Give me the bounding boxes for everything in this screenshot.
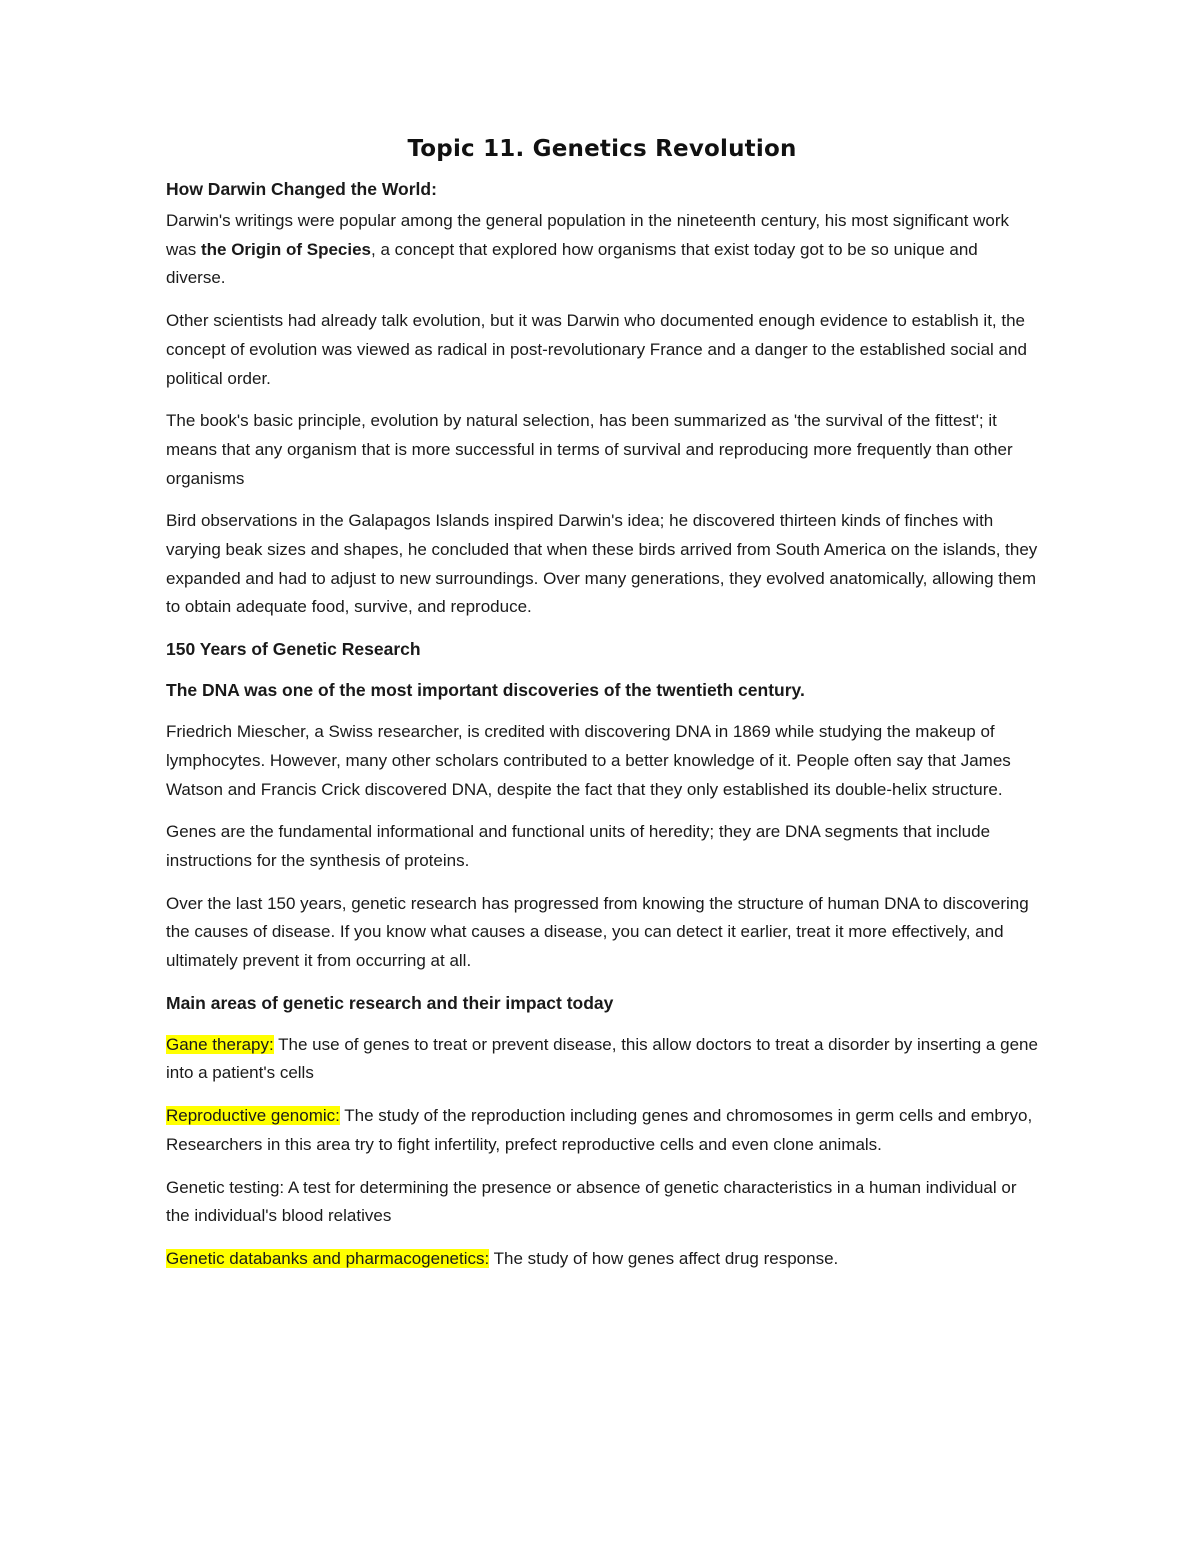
list-item-databanks bbox=[166, 1245, 1038, 1274]
section-heading-genetic-research: 150 Years of Genetic Research bbox=[166, 639, 421, 660]
section-heading-main-areas: Main areas of genetic research and their impact today bbox=[166, 992, 614, 1013]
section-subheading-dna: The DNA was one of the most important discoveries of the twentieth century. bbox=[166, 680, 805, 701]
term-description: The study of how genes affect drug response. bbox=[489, 1248, 839, 1268]
term-description: The use of genes to treat or prevent disease, this allow doctors to treat a disorder by inserting a gene into a patient's cells bbox=[166, 1034, 1038, 1083]
paragraph-text: , a concept that explored how organisms that exist today got to be so unique and diverse. bbox=[166, 239, 978, 288]
paragraph-text: Darwin's writings were popular among the general population in the nineteenth century, his most significant work was bbox=[166, 211, 1009, 259]
highlighted-term: Gane therapy: bbox=[166, 1034, 274, 1054]
paragraph-other-scientists: Other scientists had already talk evolution, but it was Darwin who documented enough evidence to establish it, the concept of evolution was viewed as radical in post-revolutionary France and a danger to the established social and political order. bbox=[166, 311, 1027, 388]
section-heading-darwin: How Darwin Changed the World: bbox=[166, 179, 437, 199]
paragraph-darwin-writings bbox=[166, 207, 1038, 293]
highlighted-term: Reproductive genomic: bbox=[166, 1106, 340, 1126]
highlighted-term: Genetic databanks and pharmacogenetics: bbox=[166, 1248, 490, 1268]
paragraph-last-150-years: Over the last 150 years, genetic research has progressed from knowing the structure of human DNA to discovering the causes of disease. If you know what causes a disease, you can detect it earlier, treat it more effectively, and ultimately prevent it from occurring at all. bbox=[166, 893, 1029, 971]
paragraph-miescher: Friedrich Miescher, a Swiss researcher, is credited with discovering DNA in 1869 while studying the makeup of lymphocytes. However, many other scholars contributed to a better knowledge of it. People often say that James Watson and Francis Crick discovered DNA, despite the fact that they only established its double-helix structure. bbox=[166, 722, 1011, 799]
term-label: Genetic testing: bbox=[166, 1177, 285, 1197]
origin-of-species-emphasis: the Origin of Species bbox=[200, 239, 372, 259]
paragraph-genes: Genes are the fundamental informational and functional units of heredity; they are DNA segments that include instructions for the synthesis of proteins. bbox=[166, 822, 991, 870]
paragraph-galapagos: Bird observations in the Galapagos Islands inspired Darwin's idea; he discovered thirteen kinds of finches with varying beak sizes and shapes, he concluded that when these birds arrived from South America on the islands, they expanded and had to adjust to new surroundings. Over many generations, they evolved anatomically, allowing them to obtain adequate food, survive, and reproduce. bbox=[166, 511, 1038, 617]
list-item-reproductive-genomic bbox=[166, 1102, 1038, 1159]
list-item-genetic-testing bbox=[166, 1174, 1038, 1231]
paragraph-basic-principle: The book's basic principle, evolution by natural selection, has been summarized as 'the survival of the fittest'; it means that any organism that is more successful in terms of survival and reproducing more frequently than other organisms bbox=[166, 411, 1013, 488]
term-description: The study of the reproduction including genes and chromosomes in germ cells and embryo, Researchers in this area try to fight infertility, prefect reproductive cells and even clone animals. bbox=[166, 1106, 1033, 1154]
document-body bbox=[166, 136, 1038, 1288]
term-description: A test for determining the presence or absence of genetic characteristics in a human individual or the individual's blood relatives bbox=[166, 1177, 1017, 1226]
list-item-gene-therapy bbox=[166, 1031, 1038, 1088]
page-title: Topic 11. Genetics Revolution bbox=[407, 136, 797, 162]
